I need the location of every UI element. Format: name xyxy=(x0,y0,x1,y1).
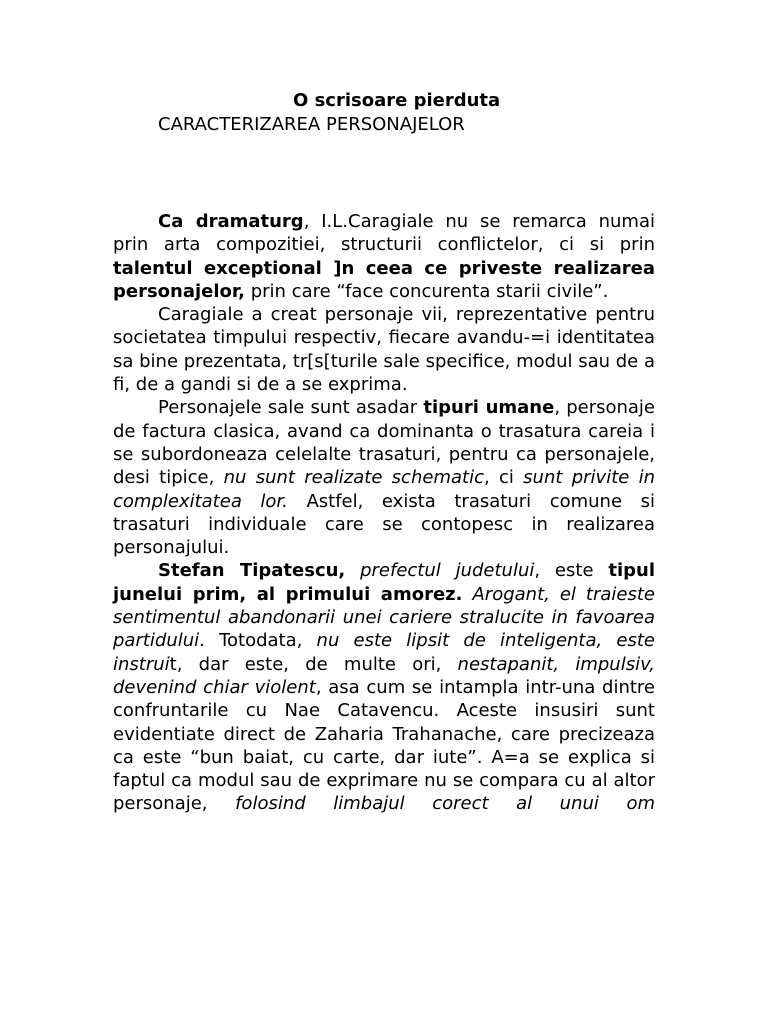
document-body xyxy=(113,210,655,816)
paragraph xyxy=(113,303,655,396)
bold-text-run: Stefan Tipatescu, xyxy=(158,560,346,582)
bold-text-run: tipuri umane xyxy=(423,397,555,419)
text-run: Personajele sale sunt asadar xyxy=(158,397,424,419)
bold-text-run: talentul exceptional ]n ceea ce priveste realizarea personajelor, xyxy=(113,257,655,302)
paragraph xyxy=(113,559,655,815)
text-run: , I.L.Caragiale nu se remarca numai prin arta compozitiei, structurii conflictelor, ci si prin xyxy=(113,211,655,256)
text-run: t, dar este, de multe ori, xyxy=(169,653,458,675)
text-run: , asa cum se intampla intr-una dintre confruntarile cu Nae Catavencu. Aceste insusiri sunt evidentiate direct de Zaharia Trahanache, care precizeaza ca este “bun baiat, cu carte, dar iute”. A=a se explica si faptul ca modul sau de exprimare nu se compara cu al altor personaje, xyxy=(113,676,655,815)
text-run: , personaje de factura clasica, avand ca dominanta o trasatura careia i se subordoneaza celelalte trasaturi, pentru ca personajele, desi tipice, xyxy=(113,397,655,489)
italic-text-run: nu este lipsit de inteligenta, este instrui xyxy=(113,630,656,675)
text-run: Astfel, exista trasaturi comune si trasaturi individuale care se contopesc in realizarea personajului. xyxy=(113,490,655,559)
italic-text-run: nu sunt realizate schematic xyxy=(223,467,484,489)
text-run: prin care “face concurenta starii civile”. xyxy=(245,280,609,302)
text-run: , ci xyxy=(483,467,524,489)
text-run: . Totodata, xyxy=(199,630,317,652)
text-run: Caragiale a creat personaje vii, reprezentative pentru societatea timpului respectiv, fiecare avandu-=i identitatea sa bine prezentata, tr[s[turile sale specifice, modul sau de a fi, de a gandi si de a se exprima. xyxy=(113,304,655,396)
text-run xyxy=(462,584,472,605)
bold-text-run: tipul junelui prim, al primului amorez. xyxy=(113,560,655,605)
document-page xyxy=(113,89,655,816)
italic-text-run: Arogant, el traieste sentimentul abandonarii unei cariere stralucite in favoarea partidului xyxy=(113,583,655,652)
paragraph xyxy=(113,396,655,559)
bold-text-run: Ca dramaturg xyxy=(158,211,304,232)
italic-text-run: prefectul judetului xyxy=(360,560,535,582)
italic-text-run: folosind limbajul corect al unui om xyxy=(235,793,656,815)
text-run: , este xyxy=(534,560,609,582)
document-title: O scrisoare pierduta xyxy=(293,90,501,111)
italic-text-run: nestapanit, impulsiv, devenind chiar violent xyxy=(113,653,655,698)
paragraph xyxy=(113,210,655,303)
document-subtitle: CARACTERIZAREA PERSONAJELOR xyxy=(158,114,465,135)
text-run xyxy=(345,560,360,581)
italic-text-run: sunt privite in complexitatea lor. xyxy=(113,467,656,512)
